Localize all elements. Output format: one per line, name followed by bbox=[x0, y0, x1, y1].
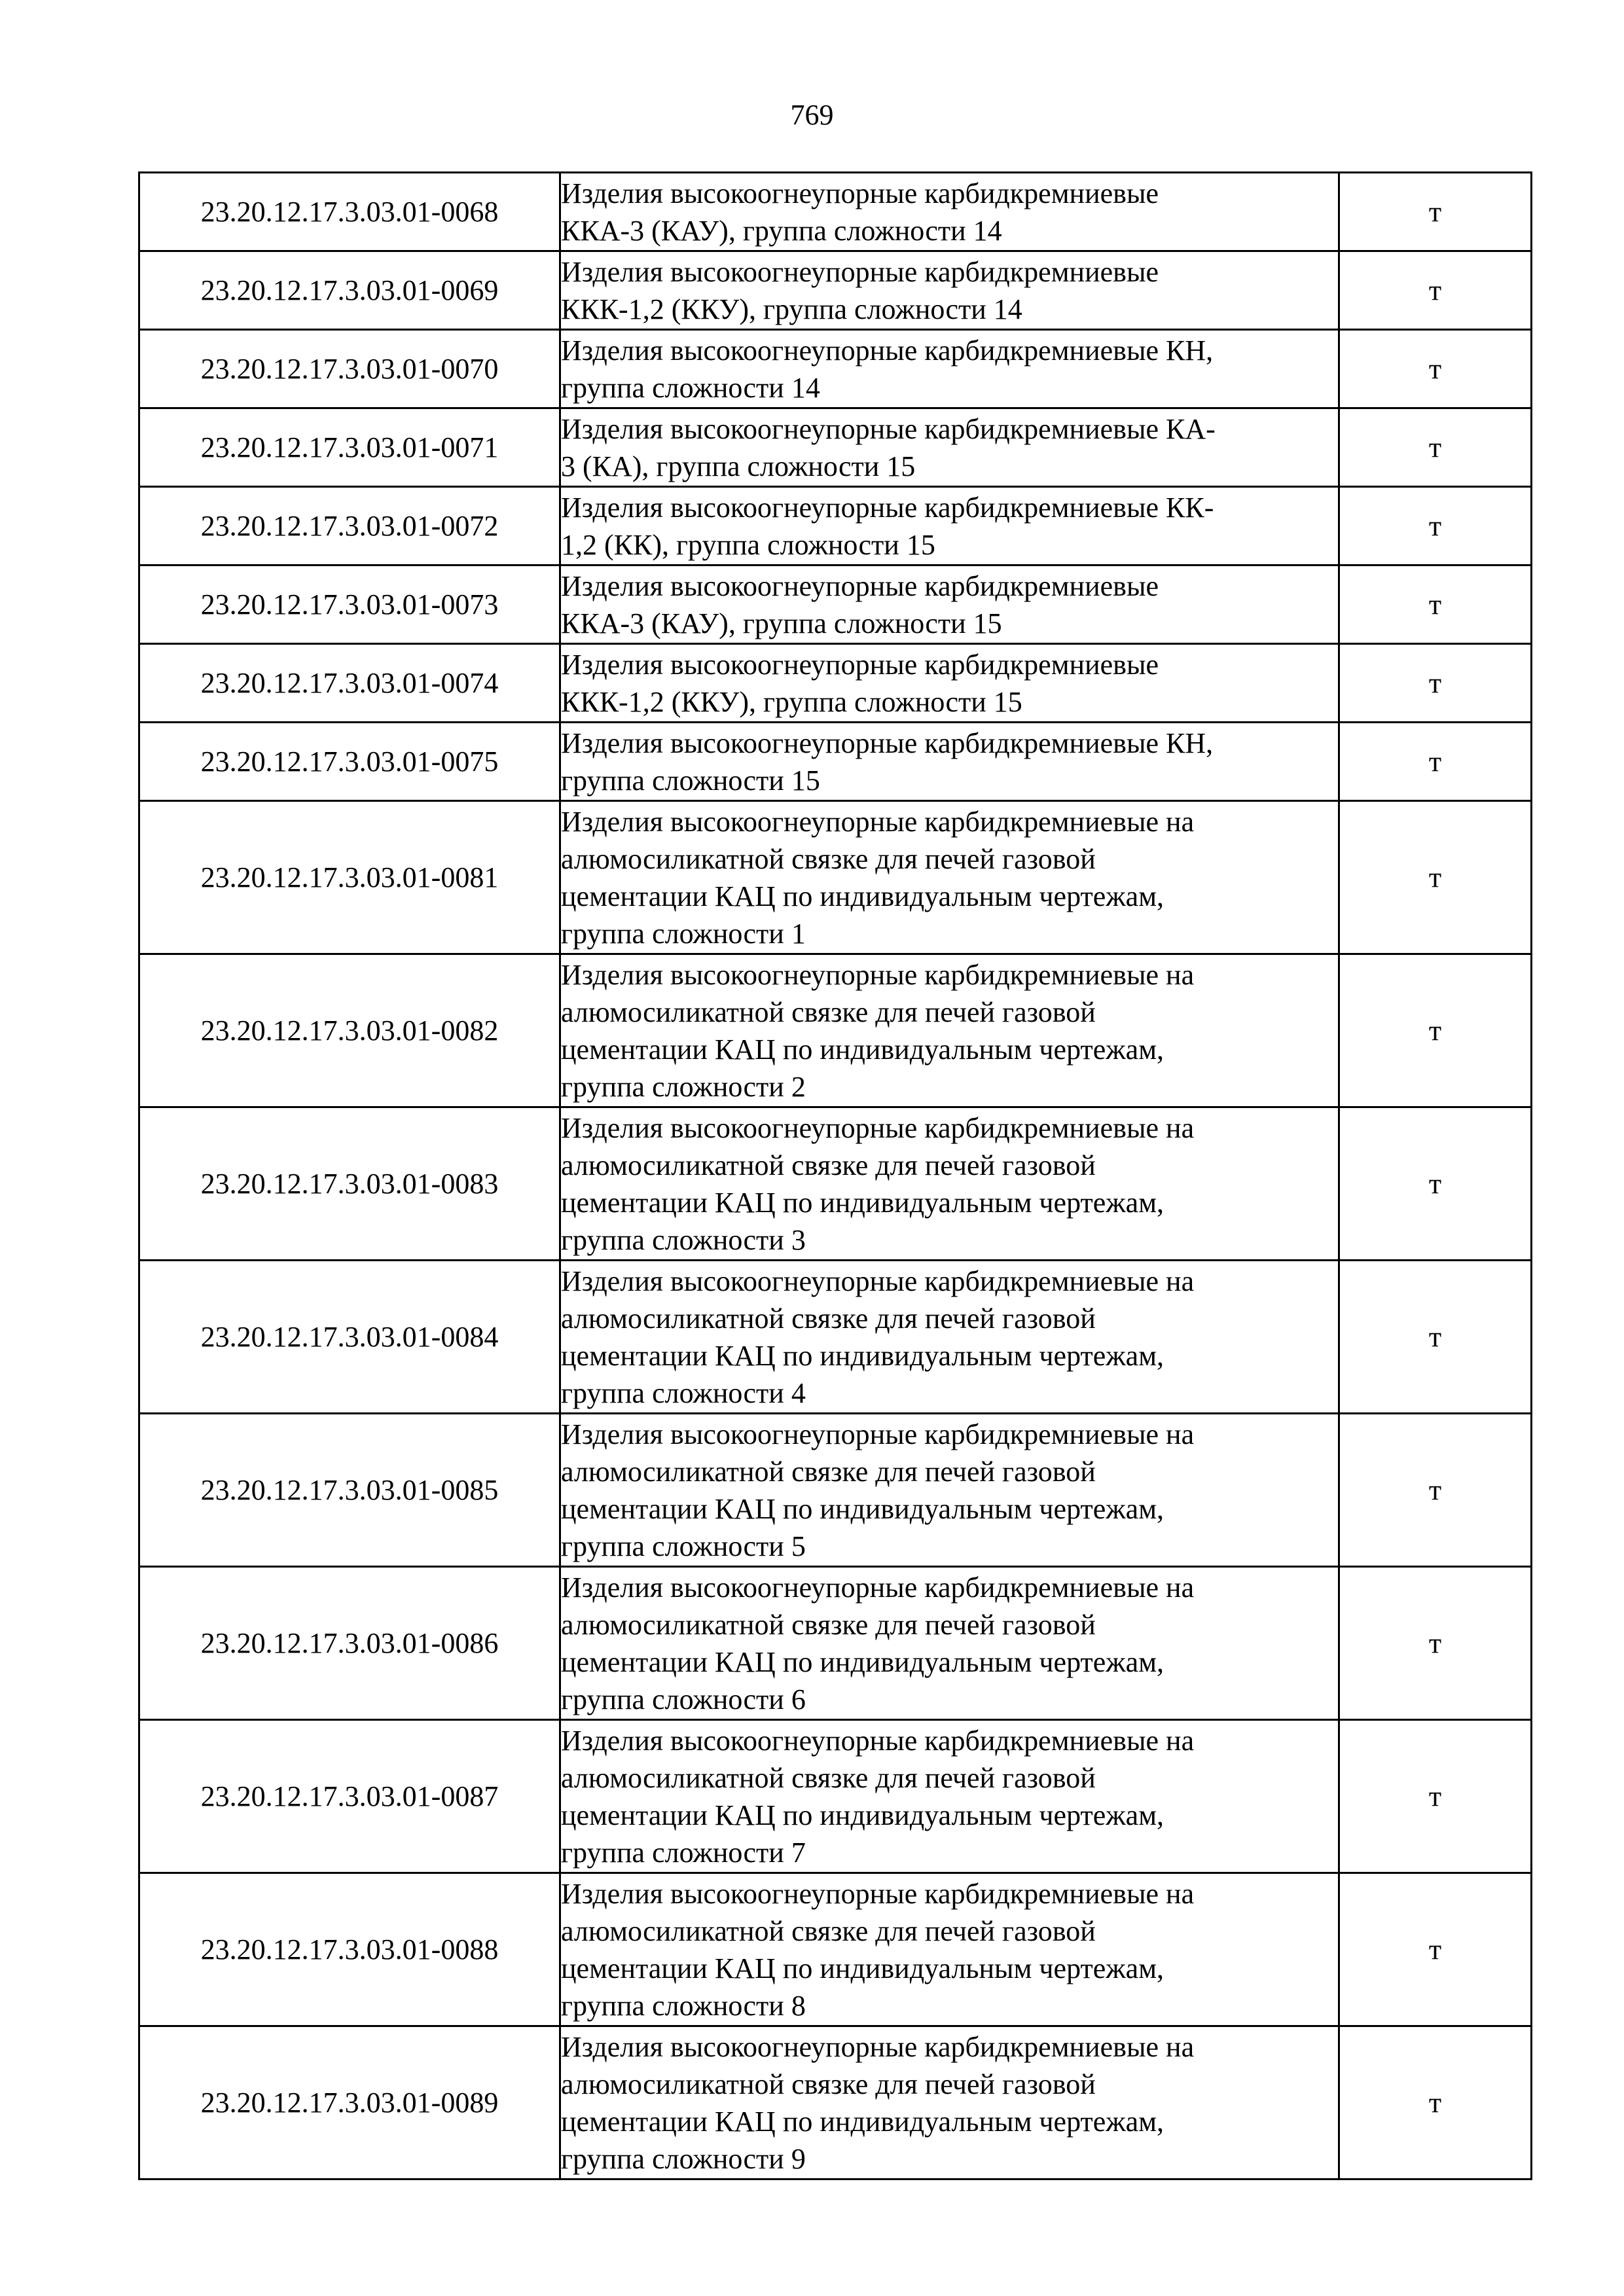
table-row bbox=[139, 1414, 1532, 1567]
item-description-line: 1,2 (КК), группа сложности 15 bbox=[561, 528, 935, 561]
item-description-line: группа сложности 5 bbox=[561, 1530, 806, 1562]
item-description-line: цементации КАЦ по индивидуальным чертежам, bbox=[561, 880, 1164, 912]
item-description bbox=[560, 487, 1339, 565]
item-description-line: цементации КАЦ по индивидуальным чертежам, bbox=[561, 1645, 1164, 1678]
item-code: 23.20.12.17.3.03.01-0069 bbox=[139, 251, 560, 330]
item-code: 23.20.12.17.3.03.01-0074 bbox=[139, 644, 560, 723]
item-description-line: цементации КАЦ по индивидуальным чертежам, bbox=[561, 1339, 1164, 1372]
item-description-line: алюмосиликатной связке для печей газовой bbox=[561, 1302, 1096, 1335]
item-code: 23.20.12.17.3.03.01-0073 bbox=[139, 565, 560, 644]
table-row bbox=[139, 565, 1532, 644]
item-description-line: Изделия высокоогнеупорные карбидкремниевые на bbox=[561, 1571, 1195, 1604]
item-description-line: Изделия высокоогнеупорные карбидкремниевые bbox=[561, 648, 1159, 681]
item-description-line: группа сложности 2 bbox=[561, 1070, 806, 1103]
table-row bbox=[139, 723, 1532, 801]
item-description-line: Изделия высокоогнеупорные карбидкремниевые на bbox=[561, 1265, 1195, 1297]
item-description-line: цементации КАЦ по индивидуальным чертежам, bbox=[561, 1952, 1164, 1984]
table-row bbox=[139, 644, 1532, 723]
item-description bbox=[560, 1720, 1339, 1873]
item-description-line: алюмосиликатной связке для печей газовой bbox=[561, 1608, 1096, 1641]
item-description bbox=[560, 1261, 1339, 1414]
item-description-line: алюмосиликатной связке для печей газовой bbox=[561, 1914, 1096, 1947]
item-code: 23.20.12.17.3.03.01-0070 bbox=[139, 330, 560, 408]
item-unit: т bbox=[1339, 330, 1532, 408]
table-row bbox=[139, 251, 1532, 330]
item-description bbox=[560, 565, 1339, 644]
item-unit: т bbox=[1339, 2026, 1532, 2179]
item-description-line: Изделия высокоогнеупорные карбидкремниевые КА- bbox=[561, 412, 1216, 445]
item-description-line: алюмосиликатной связке для печей газовой bbox=[561, 1455, 1096, 1488]
item-description-line: Изделия высокоогнеупорные карбидкремниевые на bbox=[561, 1877, 1195, 1910]
item-description-line: алюмосиликатной связке для печей газовой bbox=[561, 2068, 1096, 2100]
table-row bbox=[139, 1261, 1532, 1414]
item-code: 23.20.12.17.3.03.01-0083 bbox=[139, 1107, 560, 1261]
item-description-line: группа сложности 14 bbox=[561, 371, 820, 404]
item-description bbox=[560, 251, 1339, 330]
item-code: 23.20.12.17.3.03.01-0071 bbox=[139, 408, 560, 487]
item-description-line: Изделия высокоогнеупорные карбидкремниевые bbox=[561, 569, 1159, 602]
table-row bbox=[139, 1720, 1532, 1873]
item-description bbox=[560, 1414, 1339, 1567]
item-description bbox=[560, 1567, 1339, 1720]
item-code: 23.20.12.17.3.03.01-0068 bbox=[139, 173, 560, 251]
item-description-line: ККА-3 (КАУ), группа сложности 15 bbox=[561, 607, 1002, 639]
table-row bbox=[139, 954, 1532, 1107]
item-code: 23.20.12.17.3.03.01-0086 bbox=[139, 1567, 560, 1720]
table-row bbox=[139, 1567, 1532, 1720]
table-row bbox=[139, 173, 1532, 251]
table-row bbox=[139, 2026, 1532, 2179]
item-code: 23.20.12.17.3.03.01-0081 bbox=[139, 801, 560, 954]
item-code: 23.20.12.17.3.03.01-0089 bbox=[139, 2026, 560, 2179]
item-description-line: группа сложности 15 bbox=[561, 764, 820, 797]
item-unit: т bbox=[1339, 1414, 1532, 1567]
item-description-line: 3 (КА), группа сложности 15 bbox=[561, 450, 916, 482]
item-unit: т bbox=[1339, 1567, 1532, 1720]
page-number: 769 bbox=[790, 99, 834, 131]
item-unit: т bbox=[1339, 408, 1532, 487]
item-unit: т bbox=[1339, 251, 1532, 330]
table-row bbox=[139, 487, 1532, 565]
item-description-line: алюмосиликатной связке для печей газовой bbox=[561, 1761, 1096, 1794]
item-description bbox=[560, 801, 1339, 954]
item-unit: т bbox=[1339, 801, 1532, 954]
item-description-line: группа сложности 3 bbox=[561, 1223, 806, 1256]
item-description-line: Изделия высокоогнеупорные карбидкремниевые КН, bbox=[561, 726, 1214, 759]
materials-table bbox=[138, 171, 1532, 2180]
item-description-line: Изделия высокоогнеупорные карбидкремниевые на bbox=[561, 1418, 1195, 1450]
item-description-line: алюмосиликатной связке для печей газовой bbox=[561, 842, 1096, 875]
item-description bbox=[560, 1107, 1339, 1261]
item-description-line: ККК-1,2 (ККУ), группа сложности 15 bbox=[561, 685, 1022, 718]
table-row bbox=[139, 330, 1532, 408]
item-description-line: алюмосиликатной связке для печей газовой bbox=[561, 996, 1096, 1028]
table-row bbox=[139, 1873, 1532, 2026]
table-row bbox=[139, 801, 1532, 954]
item-description bbox=[560, 1873, 1339, 2026]
item-description-line: ККК-1,2 (ККУ), группа сложности 14 bbox=[561, 293, 1022, 325]
item-code: 23.20.12.17.3.03.01-0072 bbox=[139, 487, 560, 565]
table-row bbox=[139, 1107, 1532, 1261]
item-unit: т bbox=[1339, 173, 1532, 251]
item-description-line: Изделия высокоогнеупорные карбидкремниевые на bbox=[561, 958, 1195, 991]
item-code: 23.20.12.17.3.03.01-0084 bbox=[139, 1261, 560, 1414]
item-unit: т bbox=[1339, 1261, 1532, 1414]
item-unit: т bbox=[1339, 1107, 1532, 1261]
item-description-line: ККА-3 (КАУ), группа сложности 14 bbox=[561, 214, 1002, 247]
item-code: 23.20.12.17.3.03.01-0087 bbox=[139, 1720, 560, 1873]
item-code: 23.20.12.17.3.03.01-0085 bbox=[139, 1414, 560, 1567]
item-description-line: группа сложности 6 bbox=[561, 1683, 806, 1715]
item-code: 23.20.12.17.3.03.01-0088 bbox=[139, 1873, 560, 2026]
item-description-line: цементации КАЦ по индивидуальным чертежам, bbox=[561, 1492, 1164, 1525]
item-description bbox=[560, 2026, 1339, 2179]
item-unit: т bbox=[1339, 723, 1532, 801]
item-unit: т bbox=[1339, 954, 1532, 1107]
item-description bbox=[560, 330, 1339, 408]
item-description-line: Изделия высокоогнеупорные карбидкремниевые на bbox=[561, 1724, 1195, 1757]
item-description-line: алюмосиликатной связке для печей газовой bbox=[561, 1149, 1096, 1181]
table-body bbox=[139, 173, 1532, 2179]
item-description-line: цементации КАЦ по индивидуальным чертежам, bbox=[561, 2105, 1164, 2138]
item-description-line: группа сложности 7 bbox=[561, 1836, 806, 1869]
item-description-line: Изделия высокоогнеупорные карбидкремниевые на bbox=[561, 1111, 1195, 1144]
item-unit: т bbox=[1339, 565, 1532, 644]
item-description-line: Изделия высокоогнеупорные карбидкремниевые bbox=[561, 255, 1159, 288]
item-description-line: цементации КАЦ по индивидуальным чертежам, bbox=[561, 1033, 1164, 1066]
item-description-line: группа сложности 8 bbox=[561, 1989, 806, 2022]
item-description-line: Изделия высокоогнеупорные карбидкремниевые КК- bbox=[561, 491, 1214, 524]
item-code: 23.20.12.17.3.03.01-0082 bbox=[139, 954, 560, 1107]
item-description-line: группа сложности 9 bbox=[561, 2142, 806, 2175]
item-description-line: Изделия высокоогнеупорные карбидкремниевые bbox=[561, 177, 1159, 209]
item-description bbox=[560, 644, 1339, 723]
item-description-line: цементации КАЦ по индивидуальным чертежам, bbox=[561, 1799, 1164, 1831]
item-unit: т bbox=[1339, 644, 1532, 723]
item-description bbox=[560, 173, 1339, 251]
item-description bbox=[560, 408, 1339, 487]
item-code: 23.20.12.17.3.03.01-0075 bbox=[139, 723, 560, 801]
item-unit: т bbox=[1339, 1873, 1532, 2026]
item-unit: т bbox=[1339, 487, 1532, 565]
item-description-line: группа сложности 4 bbox=[561, 1376, 806, 1409]
item-unit: т bbox=[1339, 1720, 1532, 1873]
table-row bbox=[139, 408, 1532, 487]
item-description-line: Изделия высокоогнеупорные карбидкремниевые на bbox=[561, 2030, 1195, 2063]
item-description-line: Изделия высокоогнеупорные карбидкремниевые КН, bbox=[561, 334, 1214, 367]
item-description bbox=[560, 954, 1339, 1107]
item-description bbox=[560, 723, 1339, 801]
item-description-line: Изделия высокоогнеупорные карбидкремниевые на bbox=[561, 805, 1195, 838]
item-description-line: группа сложности 1 bbox=[561, 917, 806, 950]
item-description-line: цементации КАЦ по индивидуальным чертежам, bbox=[561, 1186, 1164, 1219]
